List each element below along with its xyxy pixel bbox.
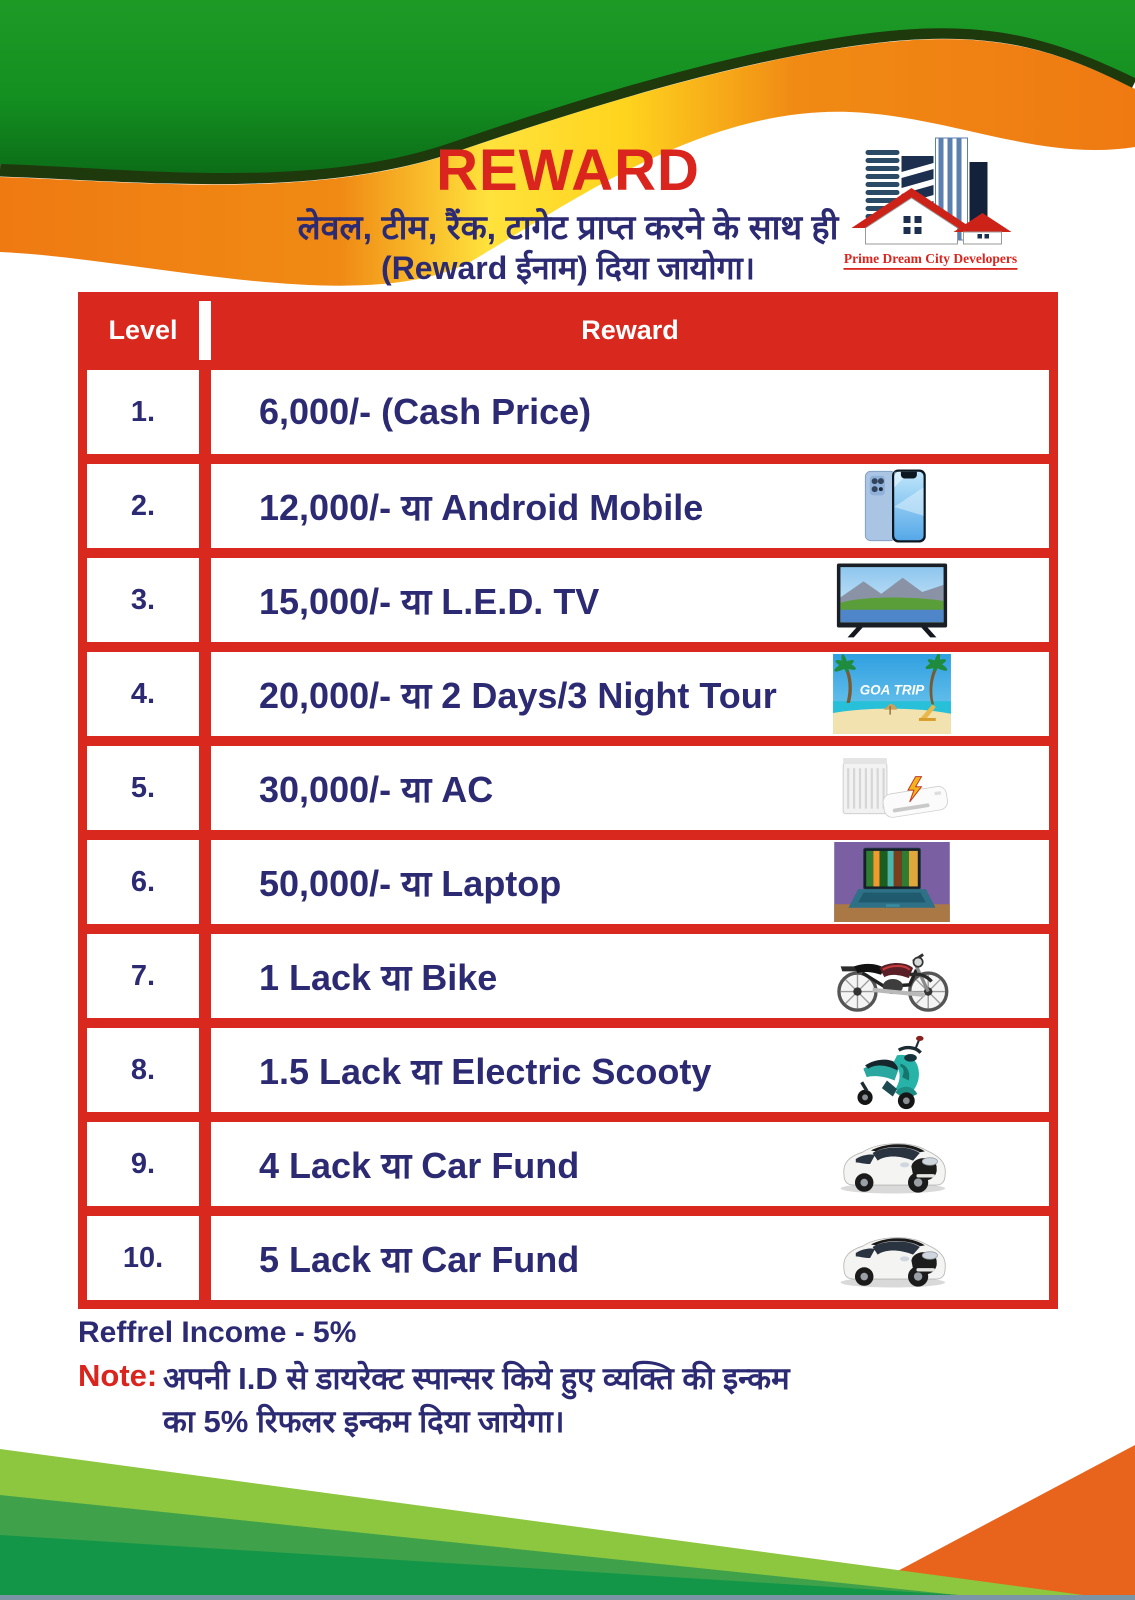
level-number: 9. — [130, 1147, 156, 1180]
level-number: 6. — [130, 865, 156, 898]
reward-text: 15,000/- या L.E.D. TV — [259, 580, 600, 622]
table-row — [87, 924, 1049, 1018]
reward-cell — [211, 1028, 1049, 1112]
table-row — [87, 1018, 1049, 1112]
table-row — [87, 736, 1049, 830]
header-column-gap — [199, 301, 211, 360]
reward-table — [78, 292, 1058, 1309]
table-body — [87, 360, 1049, 1300]
reward-cell — [211, 1216, 1049, 1300]
level-number: 3. — [130, 583, 156, 616]
company-name: Prime Dream City Developers — [843, 251, 1018, 266]
level-number: 10. — [122, 1241, 164, 1274]
tv-image — [821, 560, 963, 640]
reward-text: 5 Lack या Car Fund — [259, 1238, 580, 1280]
laptop-image — [821, 842, 963, 922]
ac-image — [821, 748, 963, 828]
table-row — [87, 454, 1049, 548]
column-divider — [199, 370, 211, 454]
table-header-row — [87, 301, 1049, 360]
reward-text: 12,000/- या Android Mobile — [259, 486, 704, 528]
referral-income-text: Reffrel Income - 5% — [78, 1316, 357, 1349]
table-row — [87, 830, 1049, 924]
column-divider — [199, 652, 211, 736]
reward-text: 30,000/- या AC — [259, 768, 494, 810]
level-number: 1. — [130, 395, 156, 428]
table-row — [87, 1112, 1049, 1206]
column-divider — [199, 934, 211, 1018]
reward-text: 6,000/- (Cash Price) — [259, 391, 592, 432]
column-divider — [199, 1122, 211, 1206]
column-divider — [199, 840, 211, 924]
subtitle-line1: लेवल, टीम, रैंक, टागेट प्राप्त करने के साथ ही — [297, 209, 839, 247]
column-divider — [199, 1028, 211, 1112]
bike-image — [821, 936, 963, 1016]
scooty-image — [821, 1030, 963, 1110]
goa-tour-image — [821, 654, 963, 734]
reward-text: 4 Lack या Car Fund — [259, 1144, 580, 1186]
reward-cell — [211, 464, 1049, 548]
reward-text: 1 Lack या Bike — [259, 956, 498, 998]
mobile-image — [821, 466, 963, 546]
note-block — [78, 1358, 978, 1444]
level-number: 7. — [130, 959, 156, 992]
page-title: REWARD — [436, 138, 700, 203]
column-divider — [199, 746, 211, 830]
column-divider — [199, 464, 211, 548]
reward-cell — [211, 934, 1049, 1018]
table-row — [87, 1206, 1049, 1300]
table-row — [87, 548, 1049, 642]
level-column-header: Level — [87, 301, 199, 360]
reward-column-header: Reward — [211, 301, 1049, 360]
reward-cell — [211, 370, 1049, 454]
reward-cell — [211, 652, 1049, 736]
reward-cell — [211, 840, 1049, 924]
note-line-2: का 5% रिफलर इन्कम दिया जायेगा। — [163, 1403, 565, 1439]
level-number: 2. — [130, 489, 156, 522]
table-row — [87, 360, 1049, 454]
car-image — [821, 1218, 963, 1298]
column-divider — [199, 1216, 211, 1300]
note-label: Note: — [78, 1358, 158, 1393]
reward-cell — [211, 1122, 1049, 1206]
note-line-1: अपनी I.D से डायरेक्ट स्पान्सर किये हुए व्यक्ति की इन्कम — [163, 1361, 790, 1396]
table-row — [87, 642, 1049, 736]
car-image — [821, 1124, 963, 1204]
subtitle-line2: (Reward ईनाम) दिया जायोगा। — [381, 250, 755, 287]
level-number: 4. — [130, 677, 156, 710]
reward-text: 50,000/- या Laptop — [259, 862, 562, 904]
reward-cell — [211, 558, 1049, 642]
reward-text: 1.5 Lack या Electric Scooty — [259, 1050, 712, 1092]
level-number: 8. — [130, 1053, 156, 1086]
company-logo — [833, 130, 1028, 280]
reward-text: 20,000/- या 2 Days/3 Night Tour — [259, 674, 777, 716]
column-divider — [199, 558, 211, 642]
level-number: 5. — [130, 771, 156, 804]
reward-cell — [211, 746, 1049, 830]
bottom-wave-decoration — [0, 1440, 1135, 1600]
